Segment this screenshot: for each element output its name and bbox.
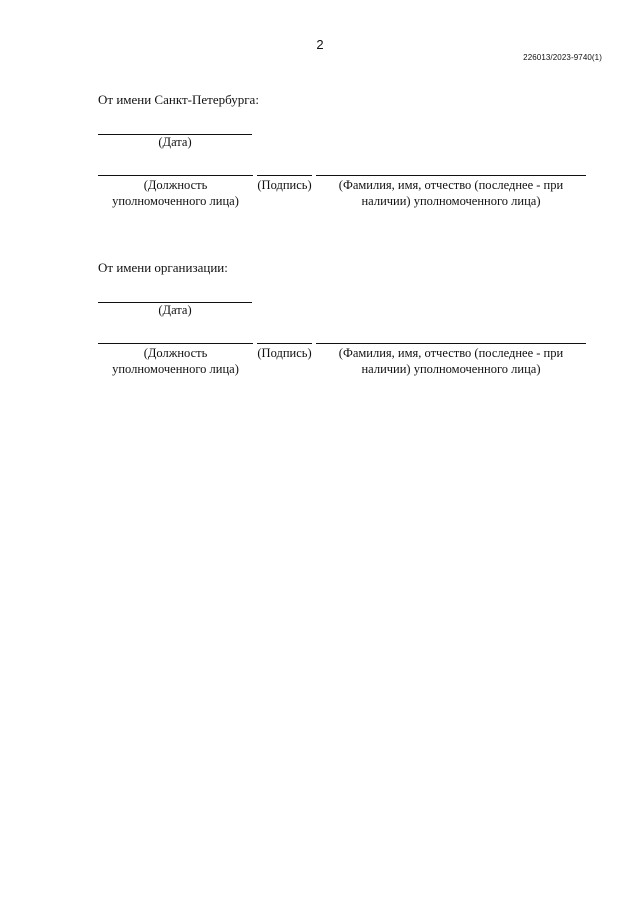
section-heading: От имени организации: [98, 260, 228, 275]
position-line [98, 343, 253, 344]
date-caption: (Дата) [158, 135, 192, 149]
signature-line [257, 343, 312, 344]
section-heading: От имени Санкт-Петербурга: [98, 92, 259, 107]
page-number: 2 [316, 37, 324, 52]
name-caption: (Фамилия, имя, отчество (последнее - при наличии) уполномоченного лица) [338, 346, 564, 376]
position-caption: (Должность уполномоченного лица) [112, 178, 239, 208]
signature-caption: (Подпись) [257, 178, 312, 192]
date-caption: (Дата) [158, 303, 192, 317]
signature-caption: (Подпись) [257, 346, 312, 360]
document-code: 226013/2023-9740(1) [523, 53, 602, 62]
position-caption: (Должность уполномоченного лица) [112, 346, 239, 376]
name-line [316, 175, 586, 176]
name-caption: (Фамилия, имя, отчество (последнее - при наличии) уполномоченного лица) [338, 178, 564, 208]
position-line [98, 175, 253, 176]
signature-line [257, 175, 312, 176]
name-line [316, 343, 586, 344]
